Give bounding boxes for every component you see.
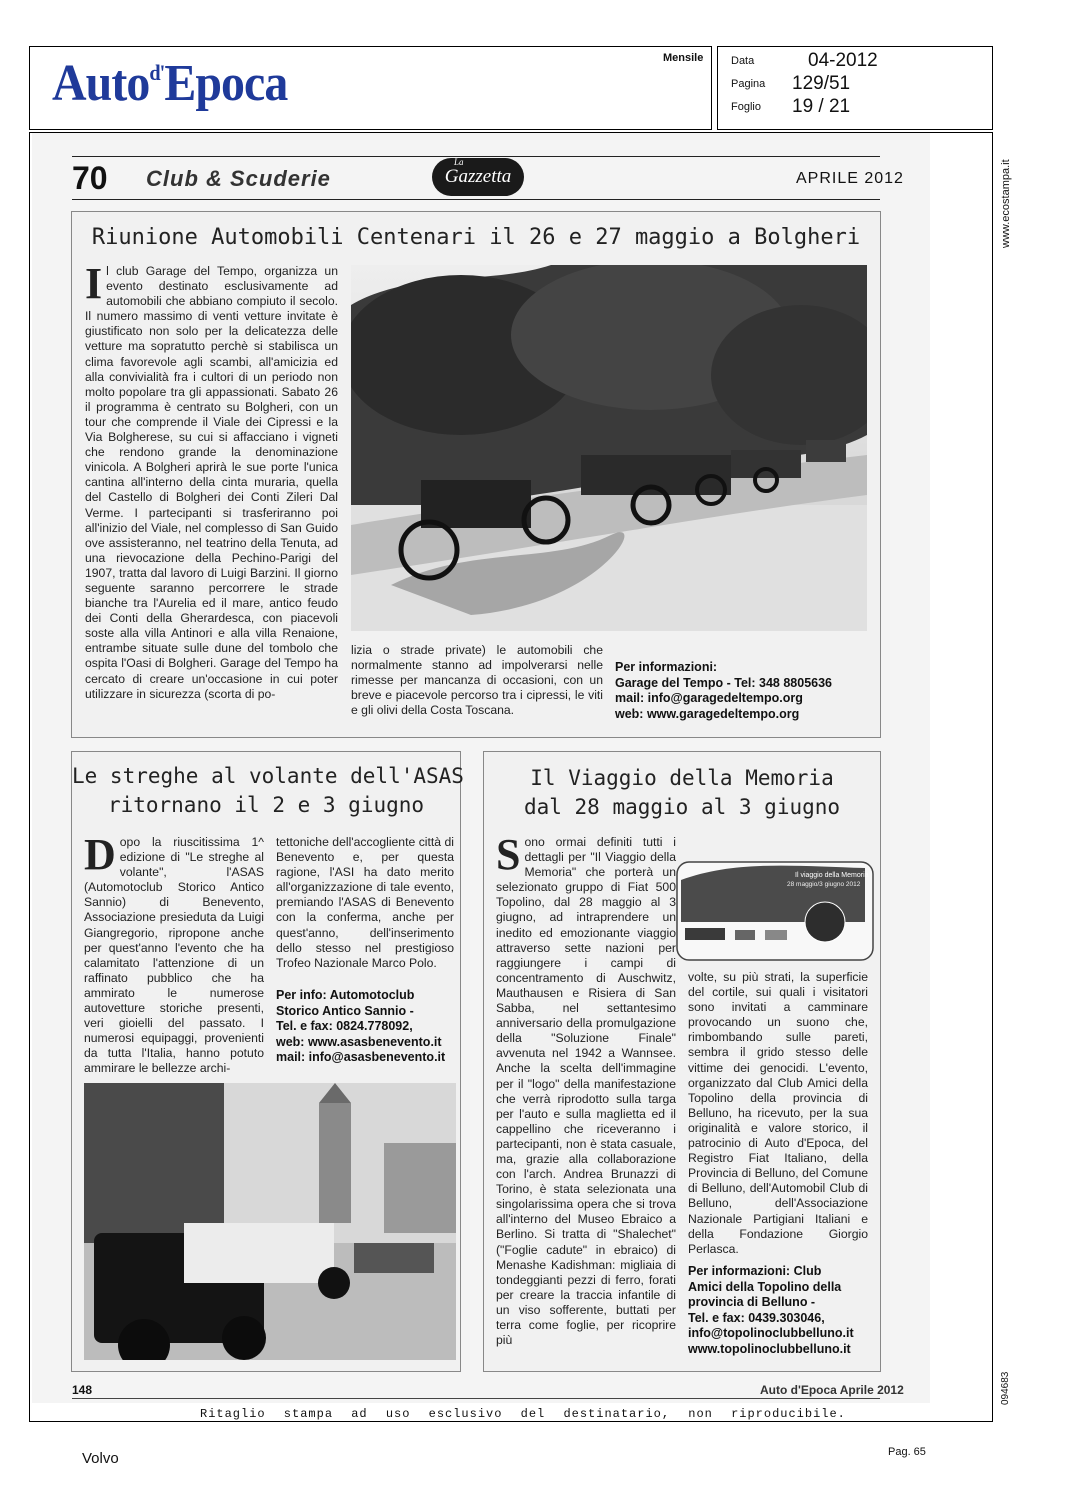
publication-logo: Auto$^{d'}$Epoca	[52, 55, 288, 112]
frequency-label: Mensile	[663, 52, 704, 64]
magazine-footer-rule	[72, 1398, 880, 1399]
benevento-square-photo	[84, 1083, 456, 1360]
ecostampa-url: www.ecostampa.it	[1000, 159, 1012, 248]
article-memoria-col2: volte, su più strati, la superficie del cortile, sui quali i visitatori sono invitati a camminare provocando un suono che, rimbombando sulle pareti, sembra il grido stesso delle vittime dei genocidi. L'evento, organizzato dal Club Amici della Topolino della provincia di Belluno, ha ricevuto, per la sua originalità e valore storico, il patrocinio di Auto d'Epoca, del Registro Fiat Italiano, della Provincia di Belluno, del Comune di Belluno, dell'Automobil Club di Belluno, dell'Associazione Nazionale Partigiani Italiani e della Fondazione Giorgio Perlasca.	[688, 970, 868, 1256]
section-title: Club & Scuderie	[146, 166, 331, 191]
article-bolgheri-info	[615, 660, 875, 722]
sheet-label: Foglio	[731, 101, 761, 113]
memoria-plate-image	[675, 860, 875, 962]
issue-month: APRILE 2012	[796, 170, 904, 187]
magazine-footer-page: 148	[72, 1383, 93, 1397]
page-top-rule-2	[72, 199, 880, 200]
article-asas-info: Per info: Automotoclub Storico Antico Sannio - Tel. e fax: 0824.778092, web: www.asasbenevento.it mail: info@asasbenevento.it	[276, 988, 446, 1064]
vintage-cars-photo	[351, 265, 867, 631]
dropcap-d: D	[84, 830, 116, 879]
clipping-notice: Ritaglio stampa ad uso esclusivo del destinatario, non riproducibile.	[200, 1407, 846, 1421]
dropcap-i: I	[85, 259, 103, 308]
article-asas-col1: Dopo la riuscitissima 1^ edizione di "Le streghe al volante", l'ASAS (Automotoclub Storico Antico Sannio) di Benevento, Associazione presieduta da Luigi Giangregorio, ripropone anche per quest'anno l'evento che ha calamitato l'attenzione di un raffinato pubblico che ha ammirato le numerose autovetture storiche presenti, veri gioielli del passato. I numerosi equipaggi, provenienti da tutta l'Italia, hanno potuto ammirare le bellezze archi-	[84, 830, 264, 1076]
page-value: 129/51	[792, 73, 851, 94]
gazzetta-badge-top: La	[454, 157, 464, 167]
info-heading: Per informazioni:	[615, 660, 718, 674]
page-top-rule	[72, 156, 880, 157]
article-memoria-info: Per informazioni: Club Amici della Topolino della provincia di Belluno - Tel. e fax: 0439.303046, info@topolinoclubbelluno.it www.topolinoclubbelluno.it	[688, 1264, 854, 1356]
gazzetta-badge: La Gazzetta	[432, 158, 524, 196]
article-memoria-col1: Sono ormai definiti tutti i dettagli per "Il Viaggio della Memoria" che porterà un selezionato gruppo di Fiat 500 Topolino, dal 28 maggio al 3 giugno, ad intraprendere un inedito ed emozionante viaggio attraverso sette nazioni per raggiungere i campi di concentramento di Auschwitz, Mauthausen e Risiera di San Sabba, nel settantesimo anniversario della promulgazione della "Soluzione Finale" avvenuta nel 1942 a Wannsee. Anche la scelta dell'immagine per il "logo" della manifestazione che verrà riprodotto sulla targa per l'auto e sulla maglietta ed il cappellino che riceveranno i partecipanti, non è stata casuale, ma, grazie alla collaborazione con l'arch. Andrea Brunazzi di Torino, è stata selezionata una singolarissima opera che si trova all'interno del Museo Ebraico a Berlino. Si tratta di "Shalechet" ("Foglie cadute" in ebraico) di Menashe Kadishman: migliaia di tondeggianti pezzi di ferro, forati per creare la traccia infantile di un viso sofferente, buttati per terra come foglie, per ricoprire più	[496, 830, 676, 1348]
article-bolgheri-col1: Il club Garage del Tempo, organizza un evento destinato esclusivamente ad automobili che abbiano compiuto il secolo. Il numero massimo di venti vetture invitate è giustificato non solo per la delicatezza delle vetture ma sopratutto perchè si stabilisca un clima favorevole agli scambi, all'amicizia ed alla convivialità fra i cultori di un periodo non molto popolare tra gli appassionati. Sabato 26 il programma è centrato su Bolgheri, con un tour che comprende il Viale dei Cipressi e la Via Bolgherese, su cui si affacciano i vigneti che rendono grande la denominazione vinicola. A Bolgheri aprirà le sue porte l'unica cantina all'interno della cinta muraria, quella del Castello di Bolgheri dei Conti Zileri Dal Verme. I partecipanti si trasferiranno poi all'inizio del Viale, nel complesso di San Guido ove assisteranno, nel teatrino della Tenuta, ad una rievocazione della Pechino-Parigi del 1907, tratta dal lavoro di Luigi Barzini. Il giorno seguente saranno percorrere le strade bianche tra l'Aurelia ed il mare, antico feudo dei Conti della Gherardesca, con piacevoli soste alla villa Antinori e alla villa Renaione, entrambe situate sulle dune del tombolo che ospita l'Oasi di Bolgheri. Garage del Tempo ha cercato di creare un'occasione in cui poter utilizzare in sicurezza (scorta di po-	[85, 259, 338, 701]
sheet-value: 19 / 21	[792, 96, 851, 117]
dropcap-s: S	[496, 830, 521, 879]
plate-dates: 28 maggio/3 giugno 2012	[787, 881, 861, 888]
plate-title: Il viaggio della Memoria	[795, 872, 869, 879]
info-phone: Garage del Tempo - Tel: 348 8805636	[615, 675, 832, 690]
page-label: Pagina	[731, 78, 766, 90]
article-asas-col2: tettoniche dell'accogliente città di Benevento e, per questa ragione, l'ASI ha dato merito all'organizzazione di tale evento, premiando l'ASAS di Benevento con la conferma, anche per quest'anno, dell'inserimento dello stesso nel prestigioso Trofeo Nazionale Marco Polo.	[276, 835, 454, 970]
clipping-page: Pag. 65	[888, 1446, 926, 1458]
article-asas-title: Le streghe al volante dell'ASAS ritornano il 2 e 3 giugno	[72, 764, 464, 817]
date-value: 04-2012	[808, 50, 878, 71]
article-memoria-title: Il Viaggio della Memoria dal 28 maggio al 3 giugno	[523, 766, 841, 819]
info-mail: mail: info@garagedeltempo.org	[615, 691, 803, 705]
client-name: Volvo	[82, 1450, 119, 1467]
clipping-code: 094683	[1000, 1371, 1011, 1405]
magazine-footer-pub: Auto d'Epoca Aprile 2012	[760, 1383, 904, 1397]
article-bolgheri-col2: lizia o strade private) le automobili che normalmente stanno ad impolverarsi nelle rimesse per mancanza di occasioni, con un breve e piacevole percorso tra i cipressi, le viti e gli olivi della Costa Toscana.	[351, 643, 603, 718]
info-web: web: www.garagedeltempo.org	[615, 706, 800, 721]
magazine-page-number: 70	[72, 160, 108, 196]
article-bolgheri-title: Riunione Automobili Centenari il 26 e 27 maggio a Bolgheri	[91, 225, 861, 250]
date-label: Data	[731, 55, 755, 67]
